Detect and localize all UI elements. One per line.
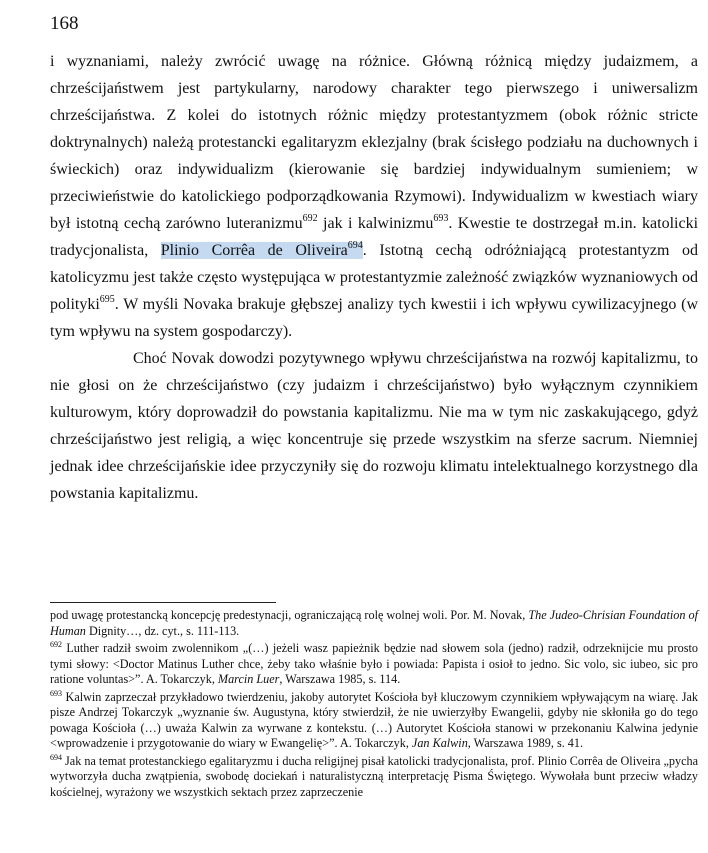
footnote-692 [50, 641, 698, 688]
text-run: Jak na temat protestanckiego egalitaryzmu i ducha religijnej pisał katolicki tradycjonalista, prof. Plinio Corrêa de Oliveira „pycha wytworzyła ducha zwątpienia, swobodę dociekań i naturalistyczną interpretację Pisma Świętego. Wywołała bunt przeciw władzy kościelnej, wyrażony we wszystkich sektach przez zaprzeczenie [50, 753, 698, 799]
footnotes [50, 608, 698, 800]
italic-title: Marcin Luer [217, 672, 280, 686]
italic-title: Jan Kalwin [411, 736, 468, 750]
footnote-ref-695[interactable]: 695 [99, 294, 115, 305]
footnote-ref-692[interactable]: 692 [302, 213, 318, 224]
text-run: Kalwin zaprzeczał przykładowo twierdzeniu, jakoby autorytet Kościoła był kluczowym czynnikiem wpływającym na wiarę. Jak pisze Andrzej Tokarczyk „wyznanie św. Augustyna, który stwierdził, że nie uwierzyłby Ewangelii, gdyby nie skłoniła go do tego powaga Kościoła (…) uważa Kalwin za wyrwane z kontekstu. (…) Autorytet Kościoła stanowi w przekonaniu Kalwina jedynie <wprowadzenie i przygotowanie do wiary w Ewangelię>”. A. Tokarczyk, [50, 689, 698, 750]
highlighted-name: Plinio Corrêa de Oliveira [160, 242, 348, 259]
text-run: jak i kalwinizmu [317, 215, 434, 232]
text-run: Luther radził swoim zwolennikom „(…) jeżeli wasz papieżnik będzie nad słowem sola (jedno) radził, odrzeknijcie mu prosto tymi słowy: <Doctor Matinus Luther chce, żeby tako właśnie było i powiada: Papista i osioł to jedno. Sic volo, sic iubeo, sic pro ratione voluntas>”. A. Tokarczyk, [50, 641, 698, 686]
highlighted-selection [161, 242, 363, 259]
text-run: , Warszawa 1989, s. 41. [467, 736, 584, 750]
footnote-number: 693 [50, 688, 62, 698]
paragraph-2: Choć Novak dowodzi pozytywnego wpływu chrześcijaństwa na rozwój kapitalizmu, to nie głosi on że chrześcijaństwo (czy judaizm i chrześcijaństwo) było wyłącznym czynnikiem kulturowym, który doprowadził do powstania kapitalizmu. Nie ma w tym nic zaskakującego, gdyż chrześcijaństwo jest religią, a więc koncentruje się przede wszystkim na sferze sacrum. Niemniej jednak idee chrześcijańskie idee przyczyniły się do rozwoju klimatu intelektualnego korzystnego dla powstania kapitalizmu. [50, 350, 698, 502]
italic-title: The Judeo-Chrisian Foundation of Human [50, 608, 698, 638]
footnote-number: 694 [50, 752, 62, 762]
footnote-separator [50, 602, 276, 603]
footnote-694 [50, 754, 698, 801]
text-run: i wyznaniami, należy zwrócić uwagę na różnice. Główną różnicą między judaizmem, a chrześcijaństwem jest partykularny, narodowy charakter tego pierwszego i uniwersalizm chrześcijaństwa. Z kolei do istotnych różnic między protestantyzmem (obok różnic stricte doktrynalnych) należą protestancki egalitaryzm eklezjalny (brak ścisłego podziału na duchownych i świeckich) oraz indywidualizm (kierowanie się bardziej indywidualnym sumieniem; w przeciwieństwie do katolickiego podporządkowania Rzymowi). Indywidualizm w kwestiach wiary był istotną cechą zarówno luteranizmu [50, 53, 698, 232]
footnote-ref-694[interactable]: 694 [347, 240, 363, 251]
page-number: 168 [50, 13, 79, 34]
text-run: . Kwestie te dostrzegał m.in. katolicki tradycjonalista, [50, 215, 699, 259]
main-text [50, 48, 698, 507]
footnote-693 [50, 690, 698, 752]
text-run: pod uwagę protestancką koncepcję predestynacji, ograniczającą rolę wolnej woli. Por. M. Novak, [50, 608, 529, 622]
text-run: Dignity…, dz. cyt., s. 111-113. [85, 623, 240, 638]
footnote-continued [50, 608, 698, 639]
paragraph-1 [50, 48, 698, 345]
footnote-number: 692 [50, 640, 62, 649]
text-run: , Warszawa 1985, s. 114. [279, 672, 401, 686]
text-run: . W myśli Novaka brakuje głębszej analizy tych kwestii i ich wpływu cywilizacyjnego (w tym wpływu na system gospodarczy). [50, 296, 698, 340]
text-run: . Istotną cechą odróżniającą protestantyzm od katolicyzmu jest także często występująca w protestantyzmie zależność związków wyznaniowych od polityki [50, 242, 698, 313]
footnote-ref-693[interactable]: 693 [433, 213, 449, 224]
